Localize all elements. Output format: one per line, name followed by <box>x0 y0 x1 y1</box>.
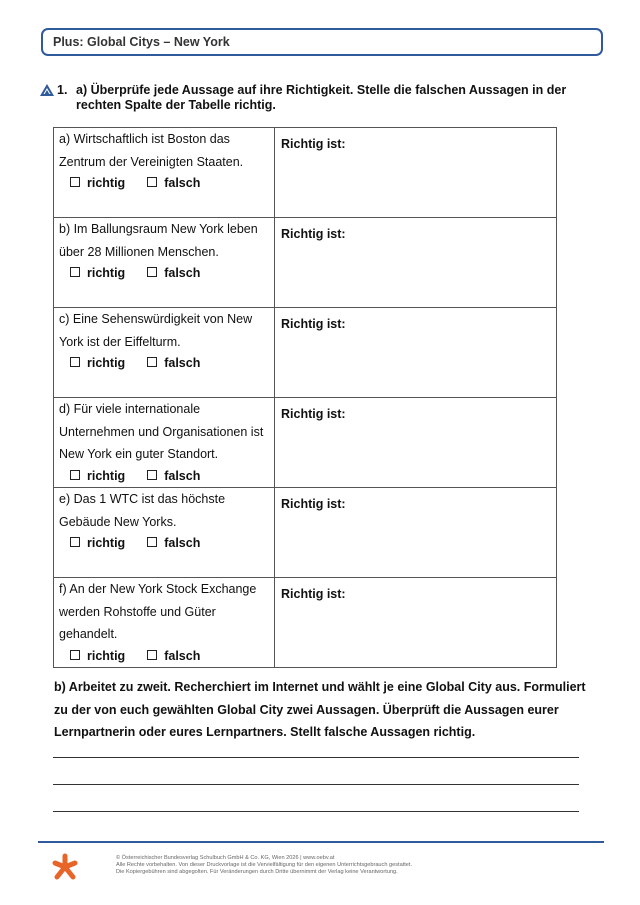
correction-cell[interactable] <box>275 398 557 488</box>
statement-text: f) An der New York Stock Exchange werden Rohstoffe und Güter gehandelt. <box>59 582 257 641</box>
checkbox-falsch[interactable] <box>147 177 157 187</box>
option-falsch[interactable] <box>147 465 200 487</box>
checkbox-richtig[interactable] <box>70 470 80 480</box>
answer-options <box>54 352 274 374</box>
answer-line-2[interactable] <box>53 784 579 785</box>
checkbox-richtig[interactable] <box>70 267 80 277</box>
correction-cell[interactable] <box>275 578 557 668</box>
option-label: falsch <box>164 648 201 663</box>
option-richtig[interactable] <box>70 532 125 554</box>
statement-text: d) Für viele internationale Unternehmen und Organisationen ist New York ein guter Standort. <box>59 402 264 461</box>
triangle-level-icon <box>40 84 54 96</box>
title-box <box>41 28 603 56</box>
checkbox-richtig[interactable] <box>70 357 80 367</box>
correction-label: Richtig ist: <box>281 587 346 601</box>
option-falsch[interactable] <box>147 352 200 374</box>
checkbox-falsch[interactable] <box>147 537 157 547</box>
table-row <box>54 128 557 218</box>
table-row <box>54 578 557 668</box>
answer-options <box>54 172 274 194</box>
option-falsch[interactable] <box>147 172 200 194</box>
checkbox-falsch[interactable] <box>147 267 157 277</box>
option-label: falsch <box>164 468 201 483</box>
correction-label: Richtig ist: <box>281 407 346 421</box>
correction-cell[interactable] <box>275 308 557 398</box>
footer-rule <box>38 841 604 843</box>
checkbox-richtig[interactable] <box>70 537 80 547</box>
statement-cell <box>54 308 275 398</box>
statement-cell <box>54 488 275 578</box>
answer-line-3[interactable] <box>53 811 579 812</box>
statement-cell <box>54 218 275 308</box>
option-label: richtig <box>87 176 126 190</box>
statement-cell <box>54 128 275 218</box>
correction-label: Richtig ist: <box>281 317 346 331</box>
statement-text: e) Das 1 WTC ist das höchste Gebäude New Yorks. <box>59 492 226 529</box>
option-falsch[interactable] <box>147 262 200 284</box>
task-1b-text: b) Arbeitet zu zweit. Recherchiert im Internet und wählt je eine Global City aus. Formuliert zu der von euch gewählten Global City zwei Aussagen. Überprüft die Aussagen eurer Lernpartnerin oder eures Lernpartners. Stellt falsche Aussagen richtig. <box>54 680 586 739</box>
option-richtig[interactable] <box>70 352 125 374</box>
correction-label: Richtig ist: <box>281 497 346 511</box>
statement-text: b) Im Ballungsraum New York leben über 28 Millionen Menschen. <box>59 222 258 259</box>
option-richtig[interactable] <box>70 262 125 284</box>
table-row <box>54 398 557 488</box>
footer-line-2: Alle Rechte vorbehalten. Von dieser Druckvorlage ist die Vervielfältigung für den eigenen Unterrichtsgebrauch gestattet. <box>116 861 413 868</box>
checkbox-falsch[interactable] <box>147 470 157 480</box>
statement-cell <box>54 398 275 488</box>
correction-cell[interactable] <box>275 128 557 218</box>
page-title: Plus: Global Citys – New York <box>53 35 230 49</box>
option-label: richtig <box>87 468 126 483</box>
answer-options <box>54 465 274 487</box>
option-label: falsch <box>164 356 201 370</box>
table-row <box>54 308 557 398</box>
option-falsch[interactable] <box>147 532 200 554</box>
footer-line-1: © Österreichischer Bundesverlag Schulbuch GmbH & Co. KG, Wien 2026 | www.oebv.at <box>116 855 335 861</box>
statement-cell <box>54 578 275 668</box>
task-text: a) Überprüfe jede Aussage auf ihre Richtigkeit. Stelle die falschen Aussagen in der rechten Spalte der Tabelle richtig. <box>76 83 567 112</box>
task-number: 1. <box>57 83 68 97</box>
option-falsch[interactable] <box>147 645 200 667</box>
statement-text: a) Wirtschaftlich ist Boston das Zentrum der Vereinigten Staaten. <box>59 132 244 169</box>
table-row <box>54 488 557 578</box>
answer-options <box>54 645 274 667</box>
option-label: richtig <box>87 266 126 280</box>
option-label: richtig <box>87 356 126 370</box>
option-label: richtig <box>87 536 126 550</box>
oebv-logo-icon <box>52 853 78 881</box>
option-richtig[interactable] <box>70 172 125 194</box>
option-label: falsch <box>164 266 201 280</box>
option-richtig[interactable] <box>70 465 125 487</box>
correction-cell[interactable] <box>275 488 557 578</box>
checkbox-falsch[interactable] <box>147 357 157 367</box>
statement-text: c) Eine Sehenswürdigkeit von New York ist der Eiffelturm. <box>59 312 253 349</box>
option-label: richtig <box>87 648 126 663</box>
answer-options <box>54 532 274 554</box>
answer-options <box>54 262 274 284</box>
correction-label: Richtig ist: <box>281 227 346 241</box>
option-richtig[interactable] <box>70 645 125 667</box>
answer-line-1[interactable] <box>53 757 579 758</box>
checkbox-falsch[interactable] <box>147 650 157 660</box>
footer-line-3: Die Kopiergebühren sind abgegolten. Für Veränderungen durch Dritte übernimmt der Verlag keine Verantwortung. <box>116 868 398 875</box>
footer-text <box>116 855 412 875</box>
checkbox-richtig[interactable] <box>70 177 80 187</box>
statements-table <box>53 127 557 668</box>
option-label: falsch <box>164 176 201 190</box>
correction-cell[interactable] <box>275 218 557 308</box>
checkbox-richtig[interactable] <box>70 650 80 660</box>
option-label: falsch <box>164 536 201 550</box>
correction-label: Richtig ist: <box>281 137 346 151</box>
table-row <box>54 218 557 308</box>
